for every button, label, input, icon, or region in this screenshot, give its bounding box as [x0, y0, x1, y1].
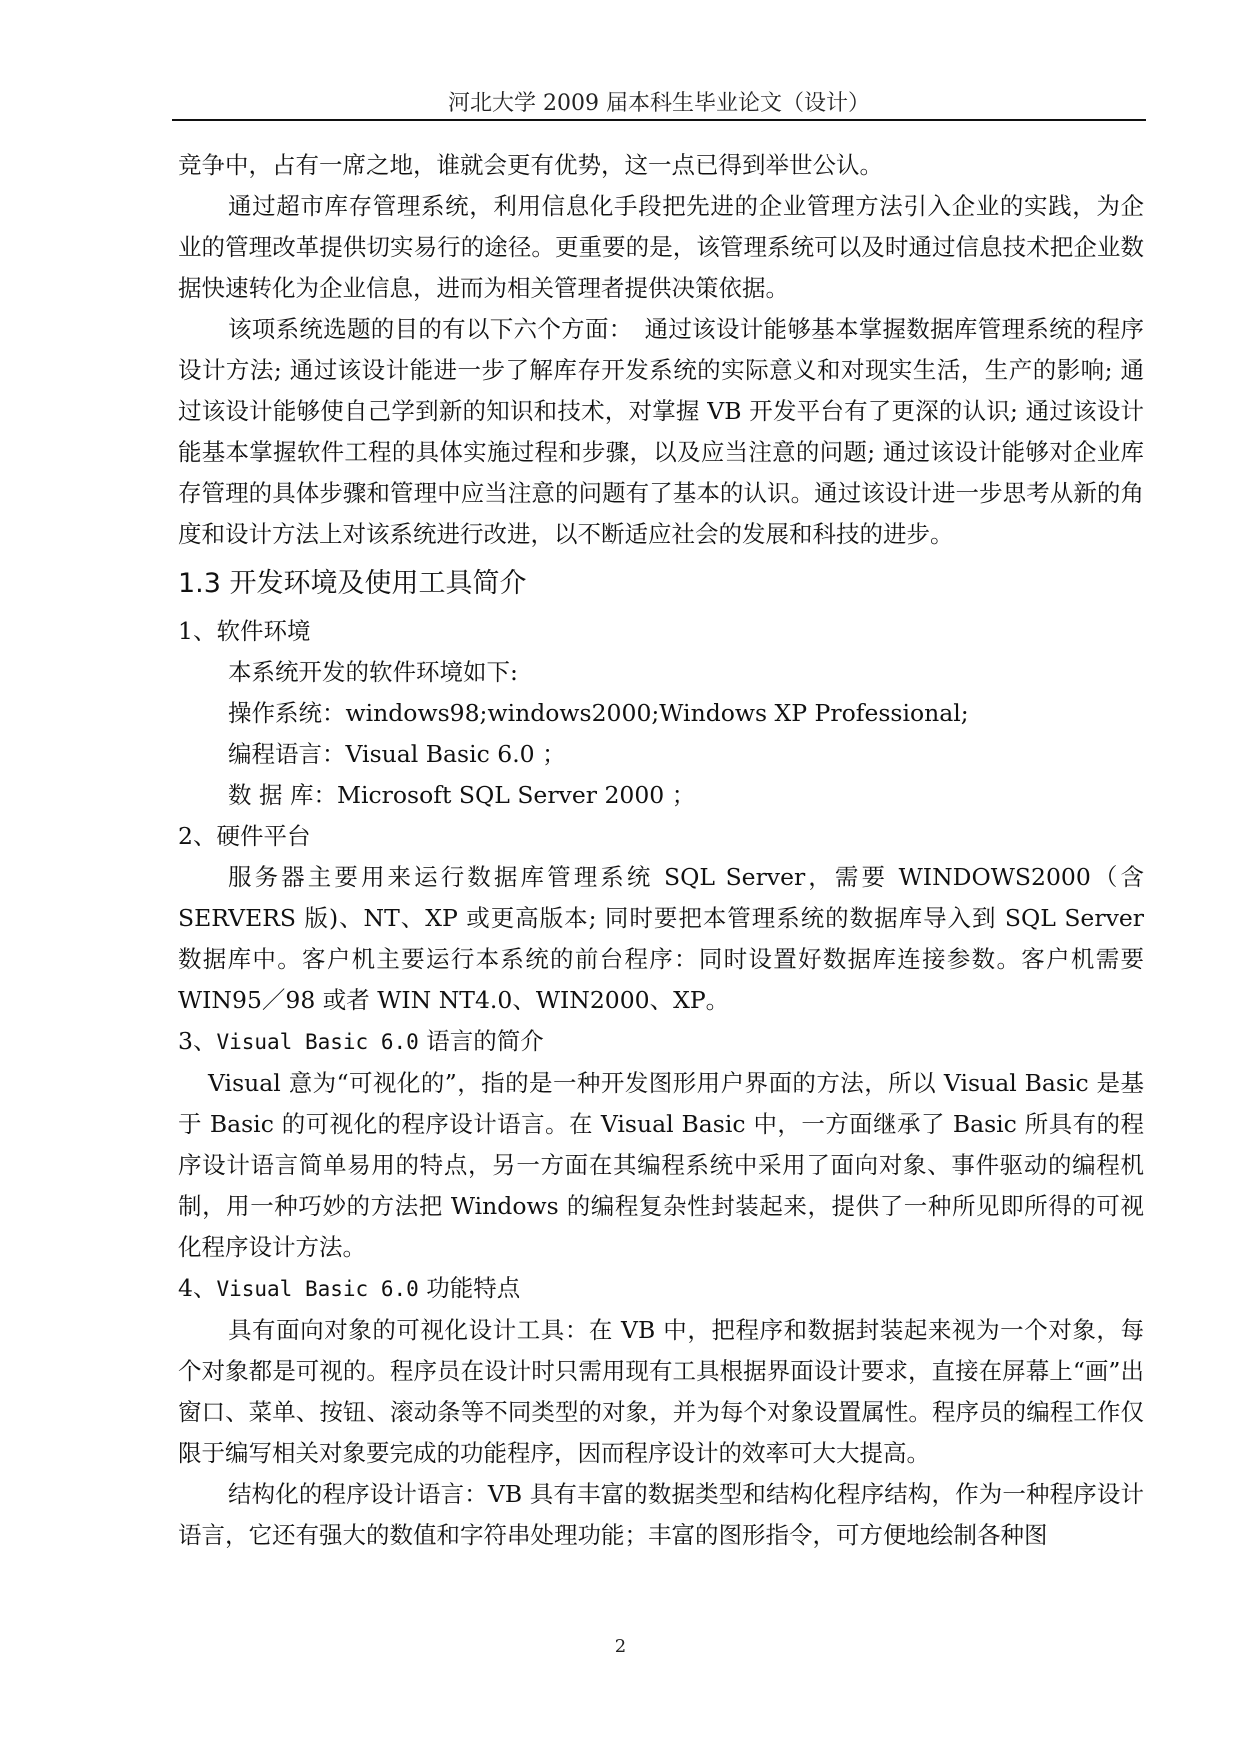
objectives-paragraph: 该项系统选题的目的有以下六个方面： 通过该设计能够基本掌握数据库管理系统的程序设计方法; 通过该设计能进一步了解库存开发系统的实际意义和对现实生活，生产的影响; 通过该设计能够使自己学到新的知识和技术，对掌握 VB 开发平台有了更深的认识; 通过该设计能基本掌握软件工程的具体实施过程和步骤，以及应当注意的问题; 通过该设计能够对企业库存管理的具体步骤和管理中应当注意的问题有了基本的认识。通过该设计进一步思考从新的角度和设计方法上对该系统进行改进，以不断适应社会的发展和科技的进步。 — [178, 315, 1144, 548]
intro-paragraph: 通过超市库存管理系统，利用信息化手段把先进的企业管理方法引入企业的实践，为企业的管理改革提供切实易行的途径。更重要的是，该管理系统可以及时通过信息技术把企业数据快速转化为企业信息，进而为相关管理者提供决策依据。 — [178, 192, 1144, 302]
software-intro-line: 本系统开发的软件环境如下: — [228, 658, 518, 686]
item-number: 4、 — [178, 1274, 217, 1302]
hardware-paragraph: 服务器主要用来运行数据库管理系统 SQL Server，需要 WINDOWS2000（含 SERVERS 版)、NT、XP 或更高版本; 同时要把本管理系统的数据库导入到 SQL Server 数据库中。客户机主要运行本系统的前台程序：同时设置好数据库连接参数。客户机需要 WIN95／98 或者 WIN NT4.0、WIN2000、XP。 — [178, 863, 1144, 1014]
features-paragraph-2: 结构化的程序设计语言：VB 具有丰富的数据类型和结构化程序结构，作为一种程序设计语言，它还有强大的数值和字符串处理功能；丰富的图形指令，可方便地绘制各种图 — [178, 1480, 1144, 1549]
software-database-line: 数 据 库：Microsoft SQL Server 2000 ； — [228, 781, 696, 809]
item-hardware-title: 2、硬件平台 — [178, 822, 311, 850]
header-rule — [172, 119, 1146, 121]
vb-intro-paragraph: Visual 意为“可视化的”，指的是一种开发图形用户界面的方法，所以 Visual Basic 是基于 Basic 的可视化的程序设计语言。在 Visual Basic 中，一方面继承了 Basic 所具有的程序设计语言简单易用的特点，另一方面在其编程系统中采用了面向对象、事件驱动的编程机制，用一种巧妙的方法把 Windows 的编程复杂性封装起来，提供了一种所见即所得的可视化程序设计方法。 — [178, 1069, 1144, 1261]
running-header: 河北大学 2009 届本科生毕业论文（设计） — [448, 91, 870, 116]
item-number: 3、 — [178, 1027, 217, 1055]
software-language-line: 编程语言：Visual Basic 6.0 ； — [228, 740, 566, 768]
item-vb-features-title — [178, 1268, 1144, 1310]
page-number: 2 — [614, 1636, 627, 1657]
vb-name: Visual Basic 6.0 — [216, 1030, 419, 1054]
document-body — [178, 145, 1144, 1556]
item-title-text: 语言的简介 — [426, 1027, 544, 1055]
features-paragraph-1: 具有面向对象的可视化设计工具：在 VB 中，把程序和数据封装起来视为一个对象，每个对象都是可视的。程序员在设计时只需用现有工具根据界面设计要求，直接在屏幕上“画”出窗口、菜单、按钮、滚动条等不同类型的对象，并为每个对象设置属性。程序员的编程工作仅限于编写相关对象要完成的功能程序，因而程序设计的效率可大大提高。 — [178, 1316, 1144, 1467]
item-title-text: 功能特点 — [426, 1274, 521, 1302]
software-os-line: 操作系统：windows98;windows2000;Windows XP Professional; — [228, 699, 969, 727]
section-heading: 1.3 开发环境及使用工具简介 — [178, 568, 527, 599]
intro-continuation: 竞争中，占有一席之地，谁就会更有优势，这一点已得到举世公认。 — [178, 151, 883, 179]
vb-name: Visual Basic 6.0 — [216, 1277, 419, 1301]
item-software-title: 1、软件环境 — [178, 617, 311, 645]
item-vb-intro-title — [178, 1021, 1144, 1063]
